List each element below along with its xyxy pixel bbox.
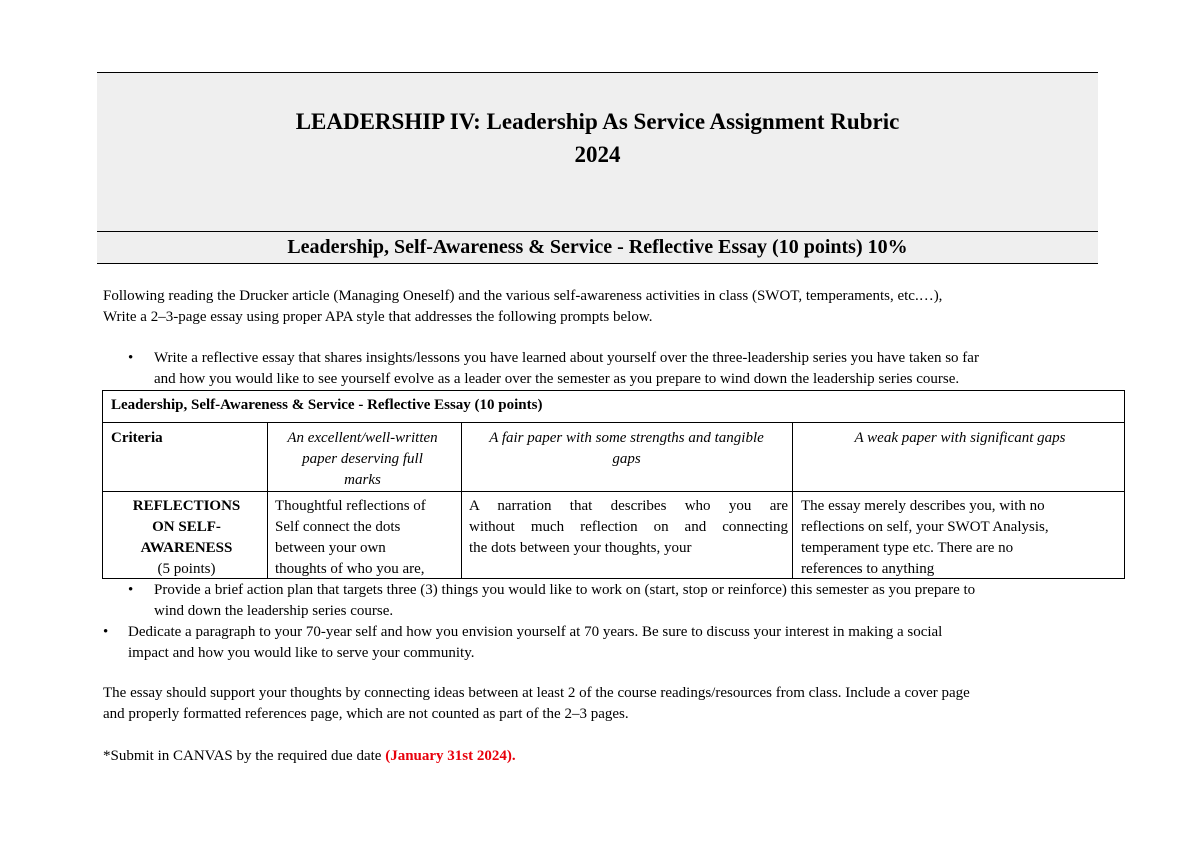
document-year: 2024 (574, 142, 621, 167)
table-column-divider (461, 422, 462, 579)
submit-instruction (103, 746, 1103, 767)
bullet-icon: • (128, 350, 134, 366)
bullet-text: wind down the leadership series course. (154, 603, 394, 619)
cell-weak-description: The essay merely describes you, with no reflections on self, your SWOT Analysis, temperament type etc. There are no references to anything (801, 498, 1049, 577)
document-title: LEADERSHIP IV: Leadership As Service Assignment Rubric (295, 109, 900, 134)
cell-excellent-description: Thoughtful reflections of Self connect the dots between your own thoughts of who you are, (275, 498, 426, 577)
rubric-title: Leadership, Self-Awareness & Service - Reflective Essay (10 points) (111, 397, 543, 413)
header-criteria: Criteria (111, 430, 163, 446)
header-fair: A fair paper with some strengths and tangible gaps (489, 430, 764, 467)
table-column-divider (267, 422, 268, 579)
criteria-reflections: REFLECTIONS ON SELF- AWARENESS (5 points) (132, 498, 241, 577)
submit-text: *Submit in CANVAS by the required due date (103, 748, 386, 764)
rubric-table (102, 390, 1125, 579)
intro-line-1: Following reading the Drucker article (Managing Oneself) and the various self-awareness activities in class (SWOT, temperaments, etc.…), (103, 288, 943, 304)
intro-line-2: Write a 2–3-page essay using proper APA style that addresses the following prompts below. (103, 309, 653, 325)
bullet-item-action-plan (128, 580, 1108, 622)
bullet-icon: • (128, 582, 134, 598)
table-divider (103, 491, 1124, 492)
bullet-item-reflective-essay (128, 348, 1108, 390)
closing-line-2: and properly formatted references page, which are not counted as part of the 2–3 pages. (103, 706, 629, 722)
bullet-text: Dedicate a paragraph to your 70-year self and how you envision yourself at 70 years. Be sure to discuss your interest in making a social (128, 624, 943, 640)
table-divider (103, 422, 1124, 423)
bullet-text: Write a reflective essay that shares insights/lessons you have learned about yourself over the three-leadership series you have taken so far (154, 350, 979, 366)
closing-line-1: The essay should support your thoughts by connecting ideas between at least 2 of the course readings/resources from class. Include a cover page (103, 685, 970, 701)
assignment-subtitle: Leadership, Self-Awareness & Service - Reflective Essay (10 points) 10% (97, 231, 1098, 264)
bullet-item-70-year-self (103, 622, 1103, 664)
table-column-divider (792, 422, 793, 579)
title-box (97, 72, 1098, 232)
header-weak: A weak paper with significant gaps (854, 430, 1066, 446)
header-excellent: An excellent/well-written paper deserving full marks (287, 430, 438, 488)
due-date: (January 31st 2024). (385, 748, 516, 764)
cell-fair-description: A narration that describes who you are without much reflection on and connecting the dots between your thoughts, your (469, 498, 788, 556)
bullet-text: impact and how you would like to serve your community. (128, 645, 475, 661)
bullet-icon: • (103, 624, 109, 640)
bullet-text: and how you would like to see yourself evolve as a leader over the semester as you prepare to wind down the leadership series course. (154, 371, 960, 387)
bullet-text: Provide a brief action plan that targets three (3) things you would like to work on (start, stop or reinforce) this semester as you prepare to (154, 582, 976, 598)
